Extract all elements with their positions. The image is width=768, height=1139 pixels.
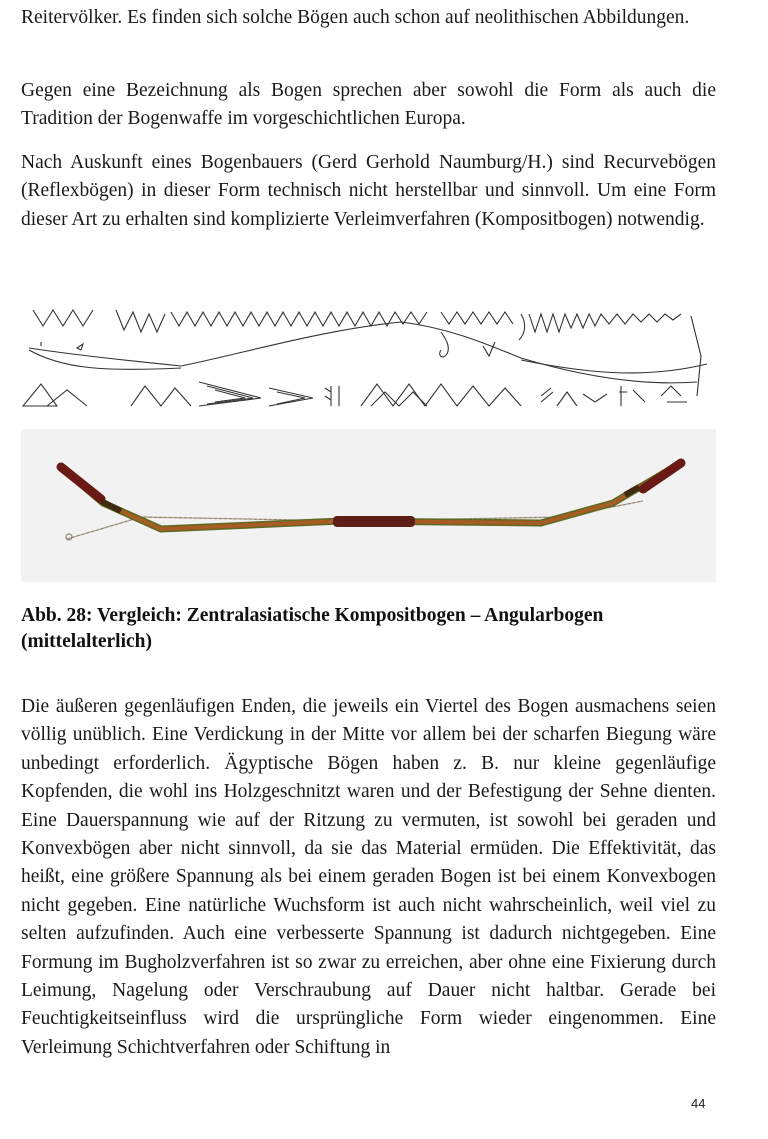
angular-bow-image xyxy=(21,429,716,582)
petroglyph-sketch xyxy=(21,306,713,410)
page-number: 44 xyxy=(691,1096,706,1111)
figure-caption: Abb. 28: Vergleich: Zentralasiatische Kompositbogen – Angularbogen (mittelalterlich) xyxy=(21,605,604,652)
bow-photograph xyxy=(21,429,716,582)
body-paragraph: Die äußeren gegenläufigen Enden, die jeweils ein Viertel des Bogen ausmachens seien völlig unüblich. Eine Verdickung in der Mitte vor allem bei der scharfen Biegung wäre unbedingt erforderlich. Ägyptische Bögen haben z. B. nur kleine gegenläufige Kopfenden, die wohl ins Holzgeschnitzt waren und der Befestigung der Sehne dienten. Eine Dauerspannung wie auf der Ritzung zu vermuten, ist sowohl bei geraden und Konvexbögen aber nicht sinnvoll, da sie das Material ermüden. Die Effektivität, das heißt, eine größere Spannung als bei einem geraden Bogen ist bei einem Konvexbogen nicht gegeben. Eine natürliche Wuchsform ist auch nicht wahrscheinlich, weil viel zu selten aufzufinden. Auch eine verbesserte Spannung ist dadurch nichtgegeben. Eine Formung im Bugholzverfahren ist so zwar zu erreichen, aber ohne eine Fixierung durch Leimung, Nagelung oder Verschraubung auf Dauer nicht haltbar. Gerade bei Feuchtigkeitseinfluss wird die ursprüngliche Form wieder eingenommen. Eine Verleimung Schichtverfahren oder Schiftung in xyxy=(21,696,716,1058)
paragraph-1: Reitervölker. Es finden sich solche Bögen auch schon auf neolithischen Abbildungen. xyxy=(21,7,690,28)
petroglyph-drawing xyxy=(21,306,713,410)
paragraph-3: Nach Auskunft eines Bogenbauers (Gerd Gerhold Naumburg/H.) sind Recurvebögen (Reflexbögen) in dieser Form technisch nicht herstellbar und sinnvoll. Um eine Form dieser Art zu erhalten sind komplizierte Verleimverfahren (Kompositbogen) notwendig. xyxy=(21,152,716,230)
paragraph-2: Gegen eine Bezeichnung als Bogen sprechen aber sowohl die Form als auch die Tradition der Bogenwaffe im vorgeschichtlichen Europa. xyxy=(21,80,716,130)
